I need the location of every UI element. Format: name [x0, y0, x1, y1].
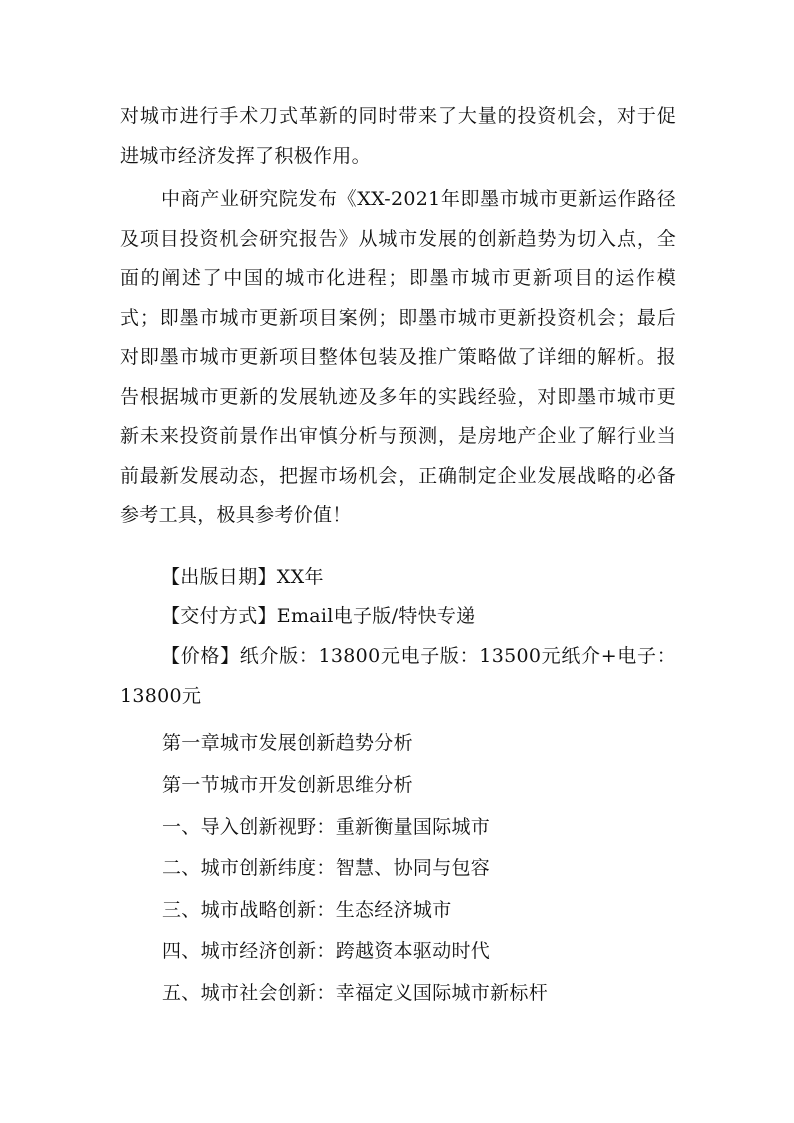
publish-date: 【出版日期】XX年 — [161, 566, 324, 588]
toc-item: 四、城市经济创新：跨越资本驱动时代 — [162, 940, 491, 962]
report-paragraph: 中商产业研究院发布《XX-2021年即墨市城市更新运作路径及项目投资机会研究报告》从城市发展的创新趋势为切入点，全面的阐述了中国的城市化进程；即墨市城市更新项目的运作模式；即墨市城市更新项目案例；即墨市城市更新投资机会；最后对即墨市城市更新项目整体包装及推广策略做了详细的解析。报告根据城市更新的发展轨迹及多年的实践经验，对即墨市城市更新未来投资前景作出审慎分析与预测，是房地产企业了解行业当前最新发展动态，把握市场机会，正确制定企业发展战略的必备参考工具，极具参考价值！ — [120, 188, 676, 526]
price: 【价格】纸介版：13800元电子版：13500元纸介+电子：13800元 — [120, 645, 676, 707]
toc-section-heading: 第一节城市开发创新思维分析 — [162, 774, 413, 796]
toc-item: 一、导入创新视野：重新衡量国际城市 — [162, 816, 491, 838]
toc-item: 三、城市战略创新：生态经济城市 — [162, 899, 452, 921]
toc-chapter-heading: 第一章城市发展创新趋势分析 — [162, 732, 413, 754]
toc-item: 二、城市创新纬度：智慧、协同与包容 — [162, 857, 491, 879]
intro-paragraph: 对城市进行手术刀式革新的同时带来了大量的投资机会，对于促进城市经济发挥了积极作用。 — [120, 105, 676, 167]
delivery-method: 【交付方式】Email电子版/特快专递 — [161, 605, 476, 627]
toc-item: 五、城市社会创新：幸福定义国际城市新标杆 — [162, 982, 549, 1004]
